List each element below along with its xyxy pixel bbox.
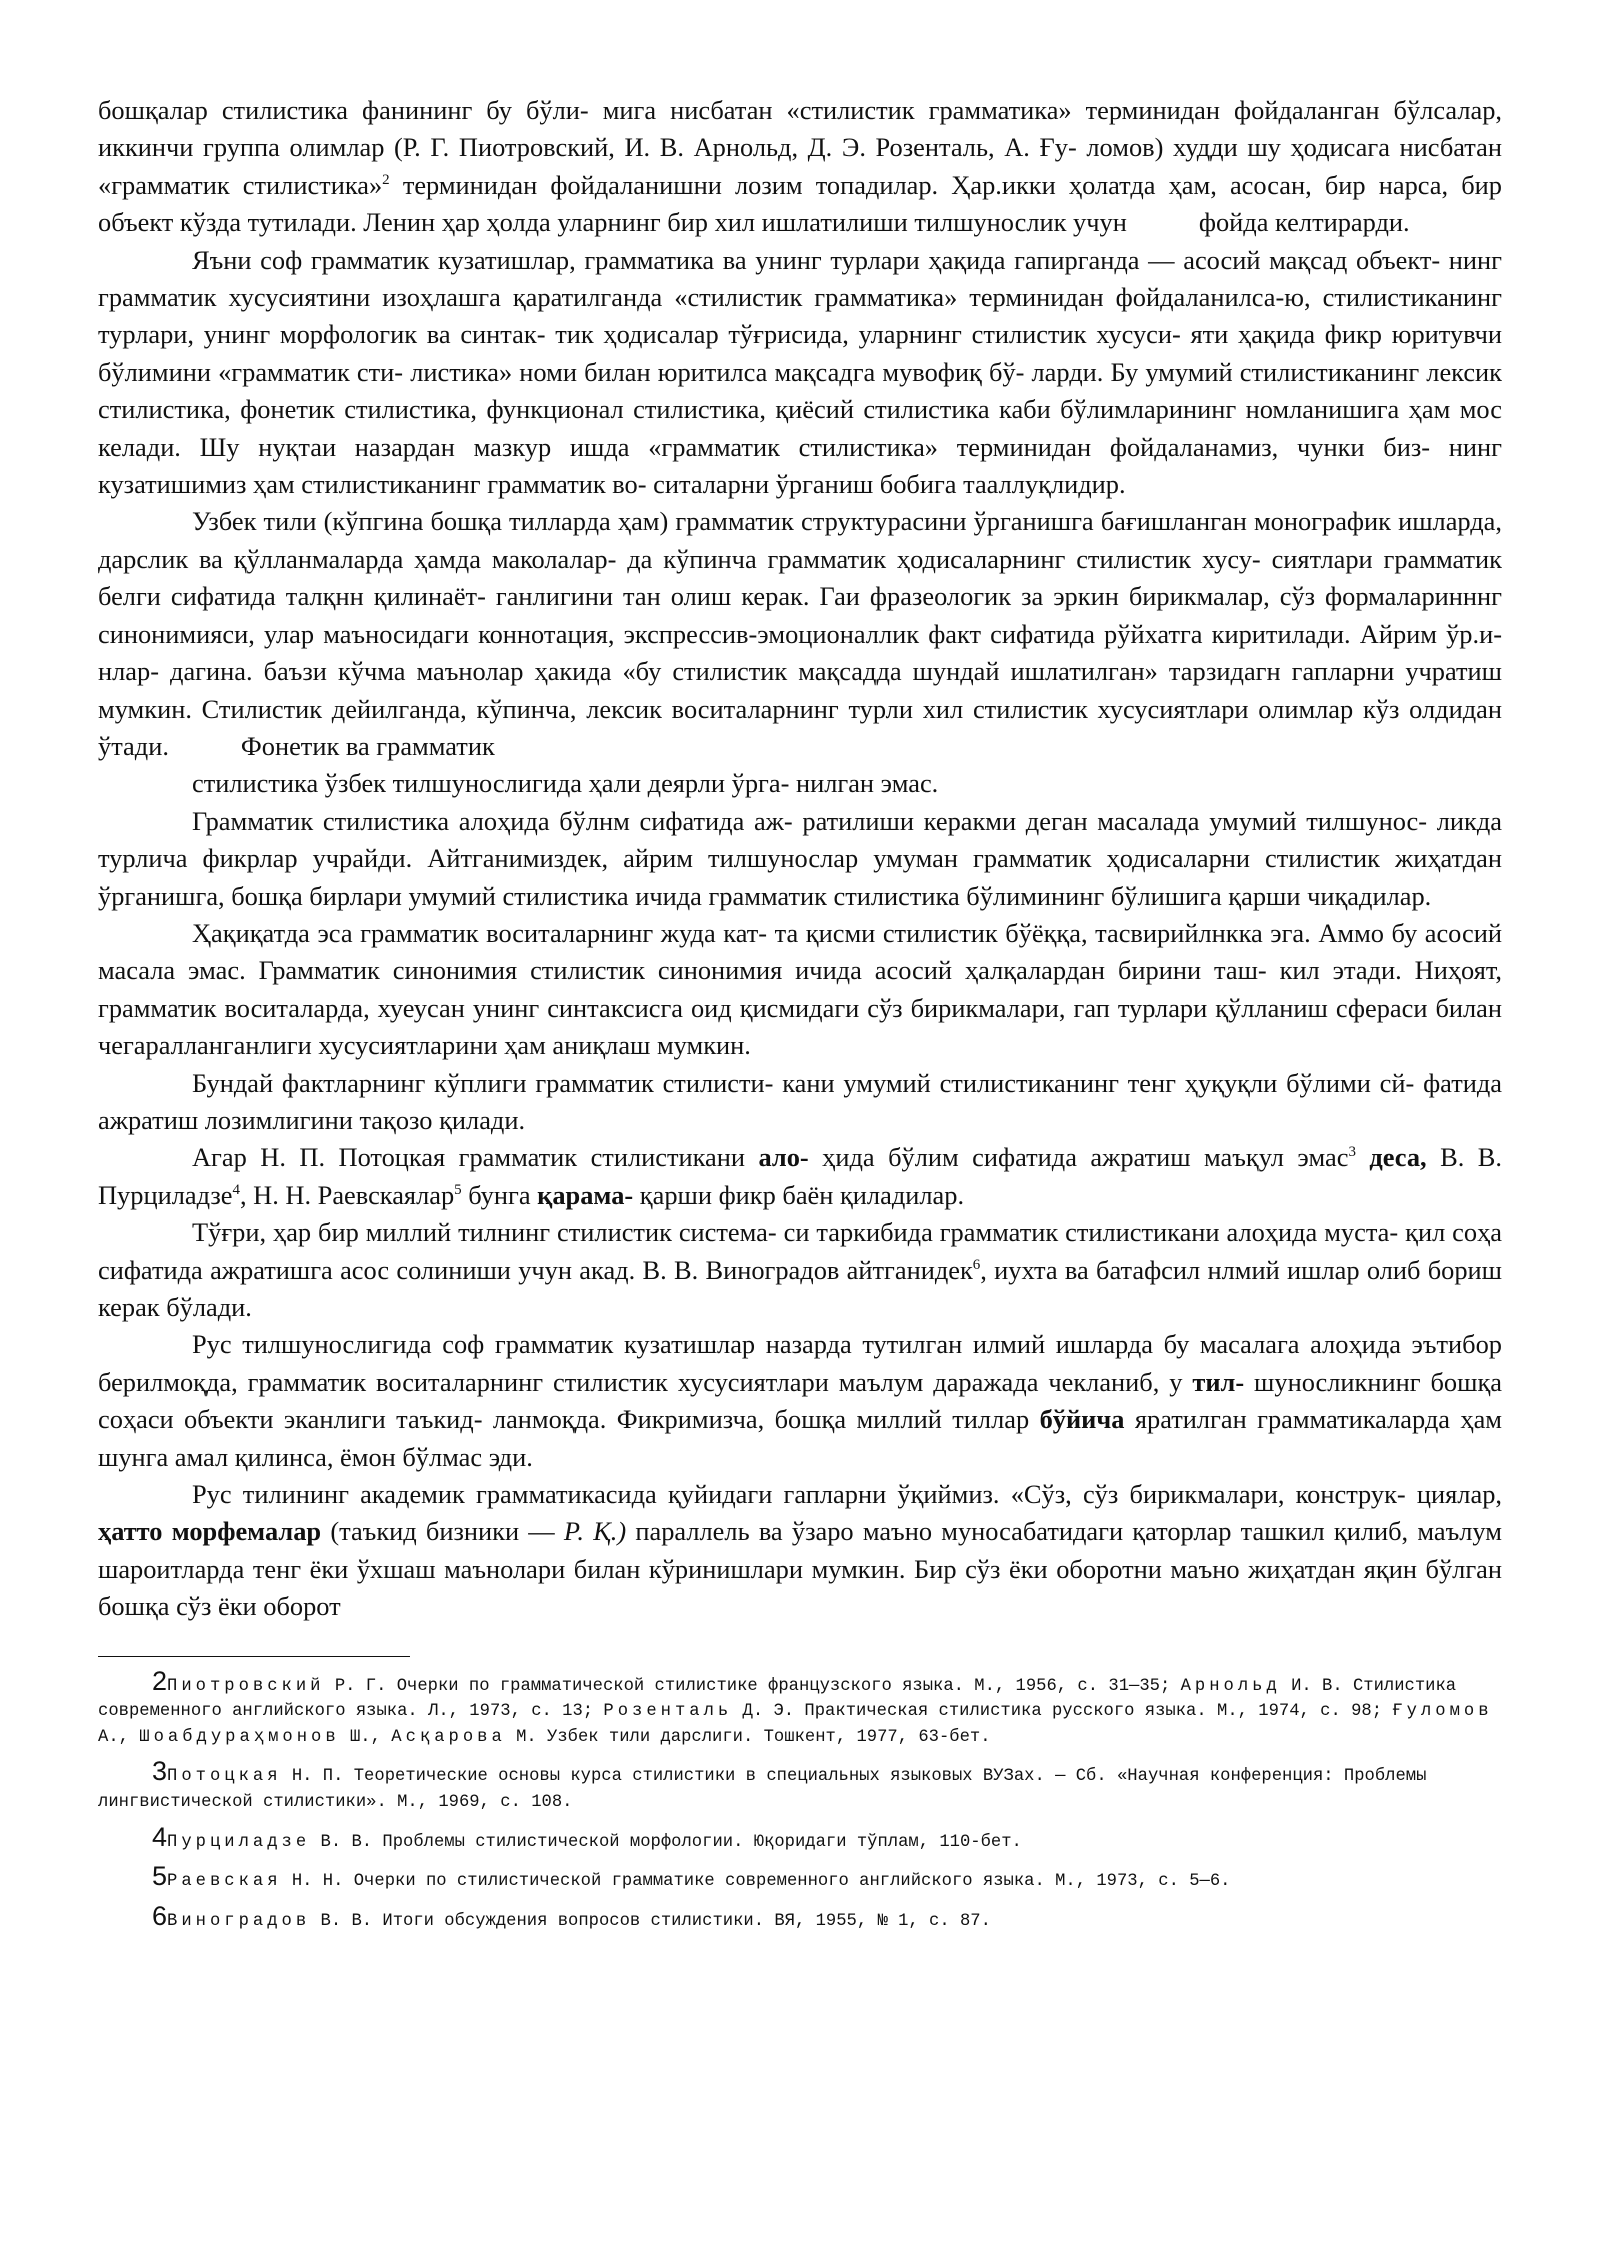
paragraph-10 [98, 1476, 1502, 1626]
text-run: бошқалар стилистика фанининг бу бўли- мига нисбатан «стилистик грамматика» терминидан фойдаланган бўлсалар, иккинчи группа олимлар (Р. Г. Пиотровский, И. В. Арнольд, Д. Э. Розенталь, А. Ғу- ломов) худди шу ҳодисага нисбатан «грамматик стилистика» [98, 95, 1502, 200]
footnote-6 [98, 1900, 1502, 1935]
author-name: Пиотровский [167, 1676, 325, 1696]
footnote-divider [98, 1656, 410, 1657]
paragraph-3-continued: стилистика ўзбек тилшунослигида ҳали деярли ўрга- нилган эмас. [192, 768, 939, 799]
citation-text: Н. Н. Очерки по стилистической грамматике современного английского языка. М., 1973, с. 5—6. [281, 1872, 1231, 1892]
text-run: параллель ва ўзаро маъно муносабатидаги қаторлар ташкил қилиб, маълум шароитларда тенг ёки ўхшаш маънолари билан кўринишлари мумкин. Бир сўз ёки оборотни маъно жиҳатдан яқин бўлган бошқа сўз ёки оборот [98, 1516, 1502, 1622]
footnote-number: 3 [152, 1756, 168, 1787]
main-text [98, 92, 1502, 1626]
text-run: Фонетик ва грамматик [240, 730, 495, 761]
text-run: терминидан фойдаланишни лозим топадилар. Ҳар.икки ҳолатда ҳам, асосан, бир нарса, бир объект кўзда тутилади. Ленин ҳар ҳолда уларнинг бир хил ишлатилиши тилшунослик учун [98, 169, 1503, 238]
citation-text: И. В. Стилистика современного английского языка. Л., 1973, с. 13; [98, 1676, 1457, 1722]
author-name: Раевская [167, 1872, 282, 1892]
author-name: Потоцкая [167, 1767, 282, 1787]
citation-text: Р. Г. Очерки по грамматической стилистике французского языка. М., 1956, с. 31—35; [324, 1676, 1181, 1696]
footnote-2 [98, 1665, 1502, 1751]
text-run: ҳида бўлим сифатида ажратиш маъқул эмас [808, 1142, 1349, 1173]
author-name: Розенталь [603, 1702, 733, 1722]
paragraph-4: Грамматик стилистика алоҳида бўлнм сифатида аж- ратилиши керакми деган масалада умумий тилшунос- ликда турлича фикрлар учрайди. Айтганимиздек, айрим тилшунослар умуман грамматик ҳодисаларни стилистик жиҳатдан ўрганишга, бошқа бирлари умумий стилистика ичида грамматик стилистика бўлимининг бўлишига қарши чиқадилар. [98, 805, 1502, 911]
footnote-number: 6 [152, 1900, 168, 1931]
citation-text: М. Узбек тили дарслиги. Тошкент, 1977, 63-бет. [505, 1727, 991, 1747]
citation-text: Ш., [339, 1727, 392, 1747]
text-run: яратилган грамматикаларда ҳам шунга амал қилинса, ёмон бўлмас эди. [98, 1404, 1503, 1472]
bold-text: ало- [758, 1142, 809, 1173]
text-run: фойда келтирарди. [1198, 207, 1410, 238]
citation-text: Д. Э. Практическая стилистика русского языка. М., 1974, с. 98; [732, 1702, 1393, 1722]
footnote-ref-2[interactable]: 2 [382, 172, 390, 189]
footnote-5 [98, 1861, 1502, 1895]
footnote-ref-3[interactable]: 3 [1348, 1144, 1356, 1161]
text-run: Узбек тили (кўпгина бошқа тилларда ҳам) грамматик структурасини ўрганишга бағишланган монографик ишларда, дарслик ва қўлланмаларда ҳамда маколалар- да кўпинча грамматик ҳодисаларнинг стилистик хусу- сиятлари грамматик белги сифатида талқнн қилинаёт- ганлигини тан олиш керак. Гаи фразеологик за эркин бирикмалар, сўз формаларинннг синонимияси, улар маъносидаги коннотация, экспрессив-эмоционаллик факт сифатида рўйхатга киритилади. Айрим ўр.и-нлар- дагина. баъзи кўчма маънолар ҳакида «бу стилистик мақсадда шундай ишлатилган» тарзидагн гапларни учратиш мумкин. Стилистик дейилганда, кўпинча, лексик воситаларнинг турли хил стилистик хусусиятлари олимлар кўз олдидан ўтади. [98, 506, 1502, 761]
footnote-number: 2 [152, 1665, 168, 1696]
author-name: Пурциладзе [167, 1832, 311, 1852]
paragraph-7 [98, 1139, 1502, 1214]
paragraph-2: Яъни соф грамматик кузатишлар, грамматика ва унинг турлари ҳақида гапирганда — асосий мақсад объект- нинг грамматик хусусиятини изоҳлашга қаратилганда «стилистик грамматика» терминидан фойдаланилса-ю, стилистиканинг турлари, унинг морфологик ва синтак- тик ҳодисалар тўғрисида, уларнинг стилистик хусуси- яти ҳақида фикр юритувчи бўлимини «грамматик сти- листика» номи билан юритилса мақсадга мувофиқ бў- ларди. Бу умумий стилистиканинг лексик стилистика, фонетик стилистика, функционал стилистика, қиёсий стилистика каби бўлимларининг номланишига ҳам мос келади. Шу нуқтаи назардан мазкур ишда «грамматик стилистика» терминидан фойдаланамиз, чунки биз- нинг кузатишимиз ҳам стилистиканинг грамматик во- ситаларни ўрганиш бобига тааллуқлидир. [98, 244, 1502, 500]
text-run: бунга [461, 1179, 538, 1210]
text-run [1356, 1142, 1369, 1172]
text-run: Тўғри, ҳар бир миллий тилнинг стилистик система- си таркибида грамматик стилистикани алоҳида муста- қил соҳа сифатида ажратишга асос солиниши учун акад. В. В. Виноградов айтганидек [98, 1217, 1502, 1285]
paragraph-3 [98, 503, 1502, 765]
citation-text: В. В. Итоги обсуждения вопросов стилистики. ВЯ, 1955, № 1, с. 87. [310, 1911, 991, 1931]
paragraph-9 [98, 1326, 1502, 1476]
bold-text: қарама- [537, 1179, 634, 1210]
paragraph-8 [98, 1214, 1502, 1326]
footnote-number: 4 [152, 1821, 168, 1852]
paragraph-1 [98, 92, 1502, 242]
citation-text: Н. П. Теоретические основы курса стилистики в специальных языковых ВУЗах. — Сб. «Научная конференция: Проблемы лингвистической стилистики». М., 1969, с. 108. [98, 1767, 1427, 1813]
text-run: қарши фикр баён қиладилар. [633, 1179, 965, 1210]
bold-text: деса, [1369, 1142, 1427, 1173]
footnote-number: 5 [152, 1861, 168, 1892]
citation-text: А., [98, 1727, 140, 1747]
author-name: Асқарова [391, 1727, 506, 1747]
author-name: Ғуломов [1392, 1702, 1493, 1722]
footnote-4 [98, 1821, 1502, 1856]
text-run: , Н. Н. Раевскаялар [239, 1179, 455, 1210]
bold-text: ҳатто морфемалар [98, 1516, 322, 1547]
author-name: Шоабдураҳмонов [139, 1727, 340, 1747]
paragraph-5: Ҳақиқатда эса грамматик воситаларнинг жуда кат- та қисми стилистик бўёққа, тасвирийлнкка эга. Аммо бу асосий масала эмас. Грамматик синонимия стилистик синонимия ичида асосий ҳалқалардан бирини таш- кил этади. Ниҳоят, грамматик воситаларда, хуеусан унинг синтаксисга оид қисмидаги сўз бирикмалари, гап турлари қўлланиш сфераси билан чегаралланганлиги хусусиятларини ҳам аниқлаш мумкин. [98, 917, 1502, 1061]
italic-text: Р. Қ.) [563, 1516, 627, 1547]
text-run: Рус тилшунослигида соф грамматик кузатишлар назарда тутилган илмий ишларда бу масалага алоҳида эътибор берилмоқда, грамматик воситаларнинг стилистик хусусиятлари маълум даражада чекланиб, у [98, 1329, 1502, 1397]
footnote-ref-4[interactable]: 4 [232, 1181, 240, 1198]
footnote-ref-5[interactable]: 5 [454, 1181, 462, 1198]
text-run: (таъкид бизники — [321, 1516, 564, 1547]
bold-text: бўйича [1039, 1404, 1125, 1435]
citation-text: В. В. Проблемы стилистической морфологии. Юқоридаги тўплам, 110-бет. [310, 1832, 1022, 1852]
text-run: Рус тилининг академик грамматикасида қуйидаги гапларни ўқиймиз. «Сўз, сўз бирикмалари, конструк- циялар, [192, 1479, 1502, 1510]
text-run: Агар Н. П. Потоцкая грамматик стилистикани [192, 1142, 759, 1173]
footnotes [98, 1665, 1502, 1935]
text-run: , иухта ва батафсил нлмий ишлар олиб бориш керак бўлади. [98, 1254, 1502, 1322]
footnote-3 [98, 1756, 1502, 1815]
paragraph-6: Бундай фактларнинг кўплиги грамматик стилисти- кани умумий стилистиканинг тенг ҳуқуқли бўлими сй- фатида ажратиш лозимлигини тақозо қилади. [98, 1067, 1502, 1135]
footnote-ref-6[interactable]: 6 [972, 1256, 981, 1273]
text-run: В. В. Пурциладзе [98, 1142, 1502, 1210]
bold-text: тил- [1192, 1366, 1245, 1397]
author-name: Виноградов [167, 1911, 311, 1931]
author-name: Арнольд [1180, 1676, 1281, 1696]
text-run: шуносликнинг бошқа соҳаси объекти эканлиги таъкид- ланмоқда. Фикримизча, бошқа миллий тиллар [98, 1366, 1502, 1435]
